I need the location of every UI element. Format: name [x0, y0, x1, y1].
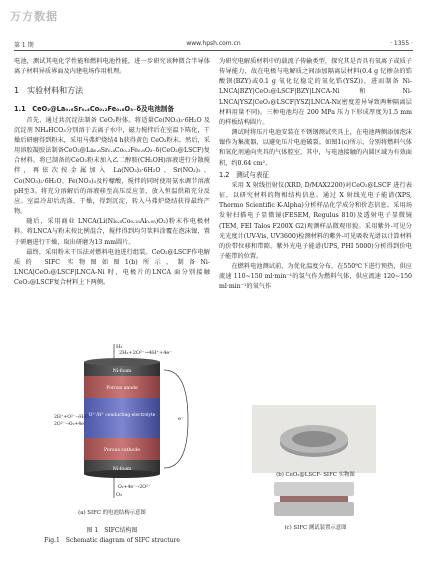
- body-paragraph: 采用 X 射线衍射仪(XRD, D/MAX2200)对CeO₂@LSCF 进行表征，以研究材料的物相结构信息。通过 X 射线光电子能谱(XPS, Thermo Scientific K-Alpha)分析样品化学成分和价态信息。采用场发射扫描电子显微镜(FESEM, Regulus 810)及透射电子显微镜(TEM, FEI Talos F200X G2)观测样品微观形貌。采用紫外-可见分光光度计(UV-Vis, UV3600)检测材料的紫外-可见吸收光谱以计算材料的价带位移和带隙。紫外光电子能谱(UPS, PHI 5000)分析得到价电子能带的位置。: [219, 181, 412, 260]
- body-paragraph: 最终，采用粉末干压法对燃料电池进行组装。CeO₂@LSCF作电解质的 SIFC 实物图如图1(b)所示，制备Ni-LNCA|CeO₂@LSCF|LNCA-Ni 时，电极片的LNCA 面分别接触CeO₂@LSCF复合材料上下两侧。: [14, 248, 210, 287]
- right-column: [219, 57, 412, 293]
- intro-paragraph: 电池，测试其电化学性能和燃料电池性能，进一步研究该种微合半导体离子材料异质界面及内建电场作用机理。: [14, 58, 210, 76]
- journal-url: www.hpsh.com.cn: [186, 40, 241, 47]
- body-paragraph: 随后，采用商业 LNCA(Li(Ni₀.₈Co₀.₁₅Al₀.₀₅)O₂)粉末作电极材料。将LNCA与粉末按比例混合，搅拌得到均匀浆料涂覆在泡沫镍，置于研磨进行干燥，取出研磨为13 mm圆片。: [14, 218, 210, 246]
- sifc-photo: [252, 405, 376, 473]
- subfigure-a-caption: (a) SIFC 的电池结构示意图: [78, 510, 146, 516]
- porous-anode-label: Porous anode: [106, 386, 138, 391]
- issue-label: 第 1 期: [14, 42, 34, 49]
- section-heading: 1 实验材料和方法: [14, 86, 84, 96]
- page-number: · 1355 ·: [390, 40, 413, 47]
- page-header: [14, 38, 413, 50]
- figure-1-caption-en: Fig.1 Schematic diagram of SIFC structure: [44, 537, 180, 544]
- r2-label: 2H⁺+O²⁻→H₂O: [54, 415, 89, 420]
- figure-1-caption: [14, 526, 210, 546]
- body-paragraph: 测试时将压片电池安装在不锈钢测试夹具上，在电池两侧添加泡沫镍作为集流器，以避免压片电池破裂。如图1(c)所示，分别将燃料气体和氧化剂通向夹具的气体腔室，其中，与电池接触的内圆区域为有效面积，约0.64 cm²。: [219, 129, 412, 167]
- ni-foam-top-label: Ni-foam: [112, 369, 132, 374]
- electron-label: e⁻: [178, 416, 184, 422]
- electrolyte-label: O²⁻/H⁺ conducting electrolyte: [88, 413, 156, 418]
- figure-1-caption-cn: 图 1 SIFC结构图: [86, 527, 138, 534]
- r4-label: O₂+4e⁻→2O²⁻: [118, 485, 151, 490]
- watermark: 万方数据: [10, 10, 58, 23]
- porous-cathode-label: Porous cathode: [104, 448, 140, 453]
- header-rule: [14, 50, 413, 51]
- left-column: [14, 57, 210, 288]
- body-paragraph: 首先，通过共沉淀法制备 CeO₂粉体。将适量Ce(NO₃)₃·6H₂O 及沉淀剂 NH₄HCO₃分别溶于去离子水中，磁力搅拌后在室温下陈化，干燥后研磨得到粉末，采用马弗炉烧结4 h获得黄色 CeO₂粉末。然后，采用溶胶凝胶法制备CeO₂@La₀.₆Sr₀.₄Co₀.₂Fe₀.₈O₃₋δ(CeO₂@LSCF)复合材料。将已制备的CeO₂粉末加入乙二醇胺(CH₂OH)溶液进行分散搅拌，再依次按金属加入 La(NO₃)₃·6H₂O、Sr(NO₃)₂、Co(NO₃)₂·6H₂O、Fe(NO₃)₃及柠檬酸，搅拌的同时使用氨水调节溶液pH至3。将充分溶解后的溶液移至高压反应釜，放入恒温烘箱充分反应。室温冷却后洗涤、干燥，得到沉淀，转入马弗炉烧结获得最终产物。: [14, 116, 210, 216]
- subsection-heading: 1.2 测试与表征: [219, 170, 270, 179]
- subfigure-b-caption: (b) CeO₂@LSCF- SIFC 实物图: [276, 472, 355, 478]
- body-paragraph: 在燃料电池测试前，为优化温度分布，在550℃下进行预热，供应流速 110~150 ml·min⁻¹的氢气作为燃料气体，供应流速 120~150 ml·min⁻¹的氧气作: [219, 263, 412, 291]
- h2-label: H₂: [116, 344, 123, 350]
- r1-label: 2H₂+2O²⁻→4H⁺+4e⁻: [119, 350, 172, 356]
- sifc-structure-diagram: [52, 340, 192, 510]
- subfigure-c-caption: (c) SIFC 测试装置示意图: [284, 525, 347, 531]
- r3-label: 2O²⁻→O₂+4e⁻: [54, 422, 87, 427]
- test-fixture-diagram: [252, 478, 376, 520]
- subsection-heading: 1.1 CeO₂@La₀.₆Sr₀.₄Co₀.₂Fe₀.₈O₃₋δ及电池制备: [14, 105, 174, 114]
- o2-label: O₂: [116, 492, 123, 498]
- body-paragraph: 为研究电解质材料中的载流子传输类型，探究其是否具有氧离子或质子传导能力，故在电极与电解质之间添加隔离层材料(0.4 g 钇掺杂的锆酸钡(BZY)或0.1 g 氧化钇稳定的氧化锆(YSZ))，进而制备 Ni-LNCA|BZY|CeO₂@LSCF|BZY|LNCA-Ni 和 Ni-LNCA|YSZ|CeO₂@LSCF|YSZ|LNCA-Ni(密度差异导致两种隔离层材料用量不同)。三种电池均在 200 MPa 压力下形成厚度为1.5 mm的样板结构圆片。: [219, 58, 412, 126]
- ni-foam-bottom-label: Ni-foam: [112, 467, 132, 472]
